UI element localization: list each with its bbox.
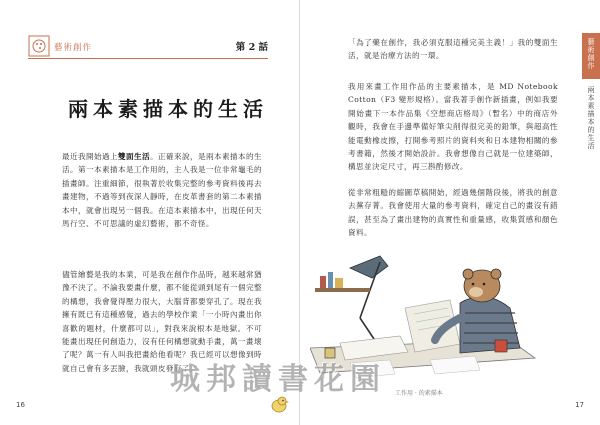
right-paragraph-2: 我用來畫工作用作品的主要素描本，是 MD Notebook Cotton（F3 變形規格）。當我著手創作新插畫，例如我要開始畫下一本作品集《空想商店格局》（暫名）中的商店外觀時，我會在手邊準備好筆尖削得很完美的鉛筆，與超高性能電動橡皮擦，打開參考照片的資料夾和日本建物相關的參考書籍，然後才開始設計。我會想像自己就是一位建築師，構思並決定尺寸，再三斟酌修改。 <box>348 82 558 172</box>
right-paragraph-1: 「為了藥在創作，我必須克服這種完美主義！」我的雙面生活，就是治療方法的一環。 <box>348 38 558 61</box>
page-number-left: 16 <box>16 401 25 409</box>
emphasis-text: 雙面生活 <box>118 152 150 161</box>
bird-logo-icon <box>268 393 290 415</box>
left-paragraph-2: 儘管繪藝是我的本業，可是我在創作作品時，越來越常猶豫不決了。不論我要畫什麼，都不能從頭到尾有一個完整的構想，我會覺得壓力很大，大腦背都要穿孔了。現在我擁有既已有這種感覺，過去的學校作業「一小時內畫出你喜歡的題材，什麼都可以」，對我來說根本是地獄。不可能畫出現任何創造力，沒有任何構想就動手畫，萬一畫壞了呢？萬一有人叫我把畫給他看呢？我已經可以想像到時就自己會有多丟臉，我就頭皮發麻了。 <box>62 270 262 373</box>
palette-icon <box>28 35 50 57</box>
page-header <box>28 33 268 59</box>
chapter-label: 第 2 話 <box>235 42 268 53</box>
illustration-caption: 工作用 · 的素描本 <box>395 390 443 397</box>
watermark: 城邦讀書花園 <box>170 362 386 397</box>
side-tab-label: 藝術創作 <box>587 38 595 70</box>
side-running-title: 兩本素描本的生活 <box>587 86 595 150</box>
section-label: 藝術創作 <box>54 43 93 53</box>
right-paragraph-3: 從非常粗糙的縮圖草稿開始，經過幾個階段後，將我的創意去蕪存菁。我會使用大量的參考資料，確定自己的畫沒有錯誤，甚至為了畫出建物的真實性和重量感，收集質感和顏色資料。 <box>348 188 558 238</box>
left-paragraph-1: 最近我開始過上雙面生活。正確來說，是兩本素描本的生活。第一本素描本是工作用的，主人我是一位非常龜毛的插畫師。注重細節，很執著於收集完整的參考資料後再去畫建物，不過等到夜深人靜時，在皮革書套的第二本素描本中，就會出現另一個我。在這本素描本中，出現任何天馬行空、不可思議的虛幻藝術，都不奇怪。 <box>62 152 262 229</box>
chapter-title: 兩本素描本的生活 <box>68 97 268 121</box>
page-number-right: 17 <box>575 401 584 409</box>
header-divider <box>28 58 268 59</box>
